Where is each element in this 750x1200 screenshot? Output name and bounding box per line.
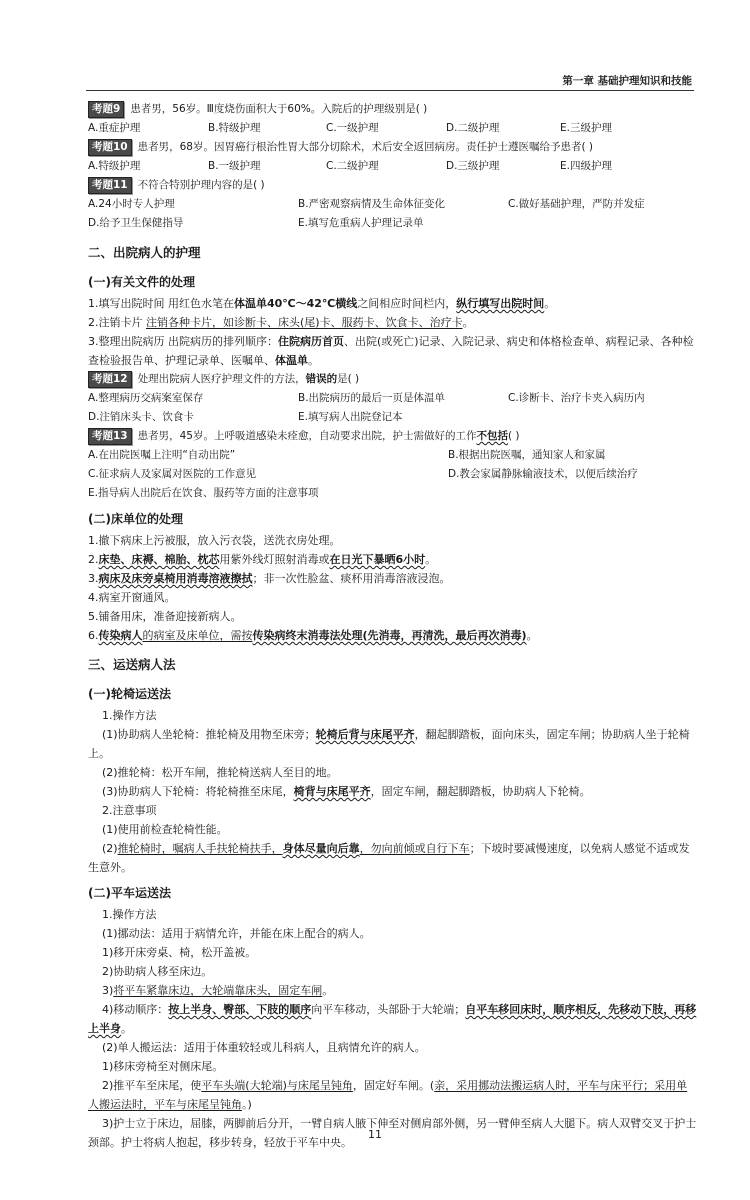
subsection-heading: (一)轮椅运送法 xyxy=(88,687,171,701)
option: B.严密观察病情及生命体征变化 xyxy=(298,198,446,210)
question-12-options xyxy=(88,389,698,408)
paragraph: (2)推轮椅：松开车闸，推轮椅送病人至目的地。 xyxy=(102,766,338,779)
question-11-options xyxy=(88,195,698,214)
option: E.填写病人出院登记本 xyxy=(298,411,403,423)
question-stem: 不符合特别护理内容的是( ) xyxy=(137,179,265,191)
option: D.注销床头卡、饮食卡 xyxy=(88,411,194,423)
option: D.二级护理 xyxy=(446,122,500,134)
question-tag: 考题11 xyxy=(88,177,132,194)
subsection-heading: (一)有关文件的处理 xyxy=(88,275,195,289)
paragraph: 1.操作方法 xyxy=(102,908,157,921)
option: B.一级护理 xyxy=(208,160,261,172)
question-tag: 考题12 xyxy=(88,371,132,388)
paragraph: 1)移床旁椅至对侧床尾。 xyxy=(102,1060,224,1073)
question-tag: 考题13 xyxy=(88,428,132,445)
option: B.出院病历的最后一页是体温单 xyxy=(298,392,446,404)
paragraph: 2.注意事项 xyxy=(102,804,157,817)
subsection-heading: (二)床单位的处理 xyxy=(88,512,183,526)
option: A.在出院医嘱上注明“自动出院” xyxy=(88,449,236,461)
option: B.根据出院医嘱，通知家人和家属 xyxy=(448,449,606,461)
list-item: 1.撤下病床上污被服，放入污衣袋，送洗衣房处理。 xyxy=(88,534,341,547)
option: D.教会家属静脉输液技术，以便后续治疗 xyxy=(448,468,638,480)
question-13-options-row2 xyxy=(88,465,698,484)
header-rule xyxy=(86,90,694,91)
question-stem: 处理出院病人医疗护理文件的方法，错误的是( ) xyxy=(137,373,360,385)
list-item: 5.铺备用床，准备迎接新病人。 xyxy=(88,610,242,623)
paragraph: (2)单人搬运法：适用于体重较轻或儿科病人，且病情允许的病人。 xyxy=(102,1041,426,1054)
paragraph: 3)护士立于床边，屈膝，两脚前后分开，一臂自病人腋下伸至对侧肩部外侧，另一臂伸至病人大腿下。病人双臂交叉于护士颈部。护士将病人抱起，移步转身，轻放于平车中央。 xyxy=(88,1117,697,1149)
running-head: 第一章 基础护理知识和技能 xyxy=(562,75,692,87)
list-item: 6.传染病人的病室及床单位，需按传染病终末消毒法处理(先消毒，再清洗，最后再次消毒)。 xyxy=(88,629,538,642)
option: C.一级护理 xyxy=(326,122,379,134)
question-10-options xyxy=(88,157,698,176)
option: E.四级护理 xyxy=(560,160,612,172)
question-tag: 考题9 xyxy=(88,101,124,118)
question-13 xyxy=(88,427,698,446)
paragraph: (1)挪动法：适用于病情允许，并能在床上配合的病人。 xyxy=(102,927,371,940)
paragraph: 1)移开床旁桌、椅，松开盖被。 xyxy=(102,946,257,959)
question-stem: 患者男，68岁。因胃癌行根治性胃大部分切除术，术后安全返回病房。责任护士遵医嘱给予患者( ) xyxy=(137,141,594,153)
option: A.重症护理 xyxy=(88,122,141,134)
paragraph: (2)推轮椅时，嘱病人手扶轮椅扶手，身体尽量向后靠，勿向前倾或自行下车；下坡时要减慢速度，以免病人感觉不适或发生意外。 xyxy=(88,842,690,874)
option: E.三级护理 xyxy=(560,122,612,134)
paragraph: (1)使用前检查轮椅性能。 xyxy=(102,823,228,836)
option: A.整理病历交病案室保存 xyxy=(88,392,204,404)
paragraph: (3)协助病人下轮椅：将轮椅推至床尾，椅背与床尾平齐，固定车闸，翻起脚踏板，协助病人下轮椅。 xyxy=(102,785,591,798)
option: D.给予卫生保健指导 xyxy=(88,217,184,229)
option: A.24小时专人护理 xyxy=(88,198,175,210)
question-stem: 患者男，56岁。Ⅲ度烧伤面积大于60%。入院后的护理级别是( ) xyxy=(130,103,428,115)
paragraph: 2)推平车至床尾，使平车头端(大轮端)与床尾呈钝角，固定好车闸。(亲，采用挪动法搬运病人时，平车与床平行；采用单人搬运法时，平车与床尾呈钝角。) xyxy=(88,1079,688,1111)
section-heading: 三、运送病人法 xyxy=(88,657,176,672)
paragraph: 2.注销卡片 注销各种卡片，如诊断卡、床头(尾)卡、服药卡、饮食卡、治疗卡。 xyxy=(88,316,474,329)
option: C.征求病人及家属对医院的工作意见 xyxy=(88,468,257,480)
list-item: 4.病室开窗通风。 xyxy=(88,591,176,604)
option: B.特级护理 xyxy=(208,122,261,134)
question-tag: 考题10 xyxy=(88,139,132,156)
option: C.诊断卡、治疗卡夹入病历内 xyxy=(508,392,645,404)
question-11-options-row2 xyxy=(88,214,698,233)
option: D.三级护理 xyxy=(446,160,500,172)
paragraph: 2)协助病人移至床边。 xyxy=(102,965,213,978)
paragraph: 4)移动顺序：按上半身、臀部、下肢的顺序向平车移动，头部卧于大轮端；自平车移回床时，顺序相反，先移动下肢，再移上半身。 xyxy=(88,1003,697,1035)
list-item: 3.病床及床旁桌椅用消毒溶液擦拭；非一次性脸盆、痰杯用消毒溶液浸泡。 xyxy=(88,572,451,585)
option: C.二级护理 xyxy=(326,160,379,172)
paragraph: 1.操作方法 xyxy=(102,709,157,722)
subsection-heading: (二)平车运送法 xyxy=(88,886,171,900)
question-9 xyxy=(88,100,698,119)
question-9-options xyxy=(88,119,698,138)
page-content xyxy=(88,100,698,1152)
option: E.指导病人出院后在饮食、服药等方面的注意事项 xyxy=(88,487,319,499)
question-stem: 患者男，45岁。上呼吸道感染未痊愈，自动要求出院，护士需做好的工作不包括( ) xyxy=(137,430,520,442)
section-heading: 二、出院病人的护理 xyxy=(88,245,201,260)
page-number: 11 xyxy=(368,1128,382,1141)
list-item: 2.床垫、床褥、棉胎、枕芯用紫外线灯照射消毒或在日光下暴晒6小时。 xyxy=(88,553,437,566)
paragraph: 3.整理出院病历 出院病历的排列顺序：住院病历首页、出院(或死亡)记录、入院记录、病史和体格检查单、病程记录、各种检查检验报告单、护理记录单、医嘱单、体温单。 xyxy=(88,335,694,367)
option: C.做好基础护理，严防并发症 xyxy=(508,198,645,210)
question-12-options-row2 xyxy=(88,408,698,427)
paragraph: (1)协助病人坐轮椅：推轮椅及用物至床旁；轮椅后背与床尾平齐，翻起脚踏板，面向床头，固定车闸；协助病人坐于轮椅上。 xyxy=(88,728,690,760)
option: E.填写危重病人护理记录单 xyxy=(298,217,424,229)
question-10 xyxy=(88,138,698,157)
question-11 xyxy=(88,176,698,195)
question-13-options-row3 xyxy=(88,484,698,503)
option: A.特级护理 xyxy=(88,160,141,172)
question-12 xyxy=(88,370,698,389)
question-13-options xyxy=(88,446,698,465)
paragraph: 3)将平车紧靠床边，大轮端靠床头，固定车闸。 xyxy=(102,984,334,997)
paragraph: 1.填写出院时间 用红色水笔在体温单40℃～42℃横线之间相应时间栏内，纵行填写出院时间。 xyxy=(88,297,556,310)
